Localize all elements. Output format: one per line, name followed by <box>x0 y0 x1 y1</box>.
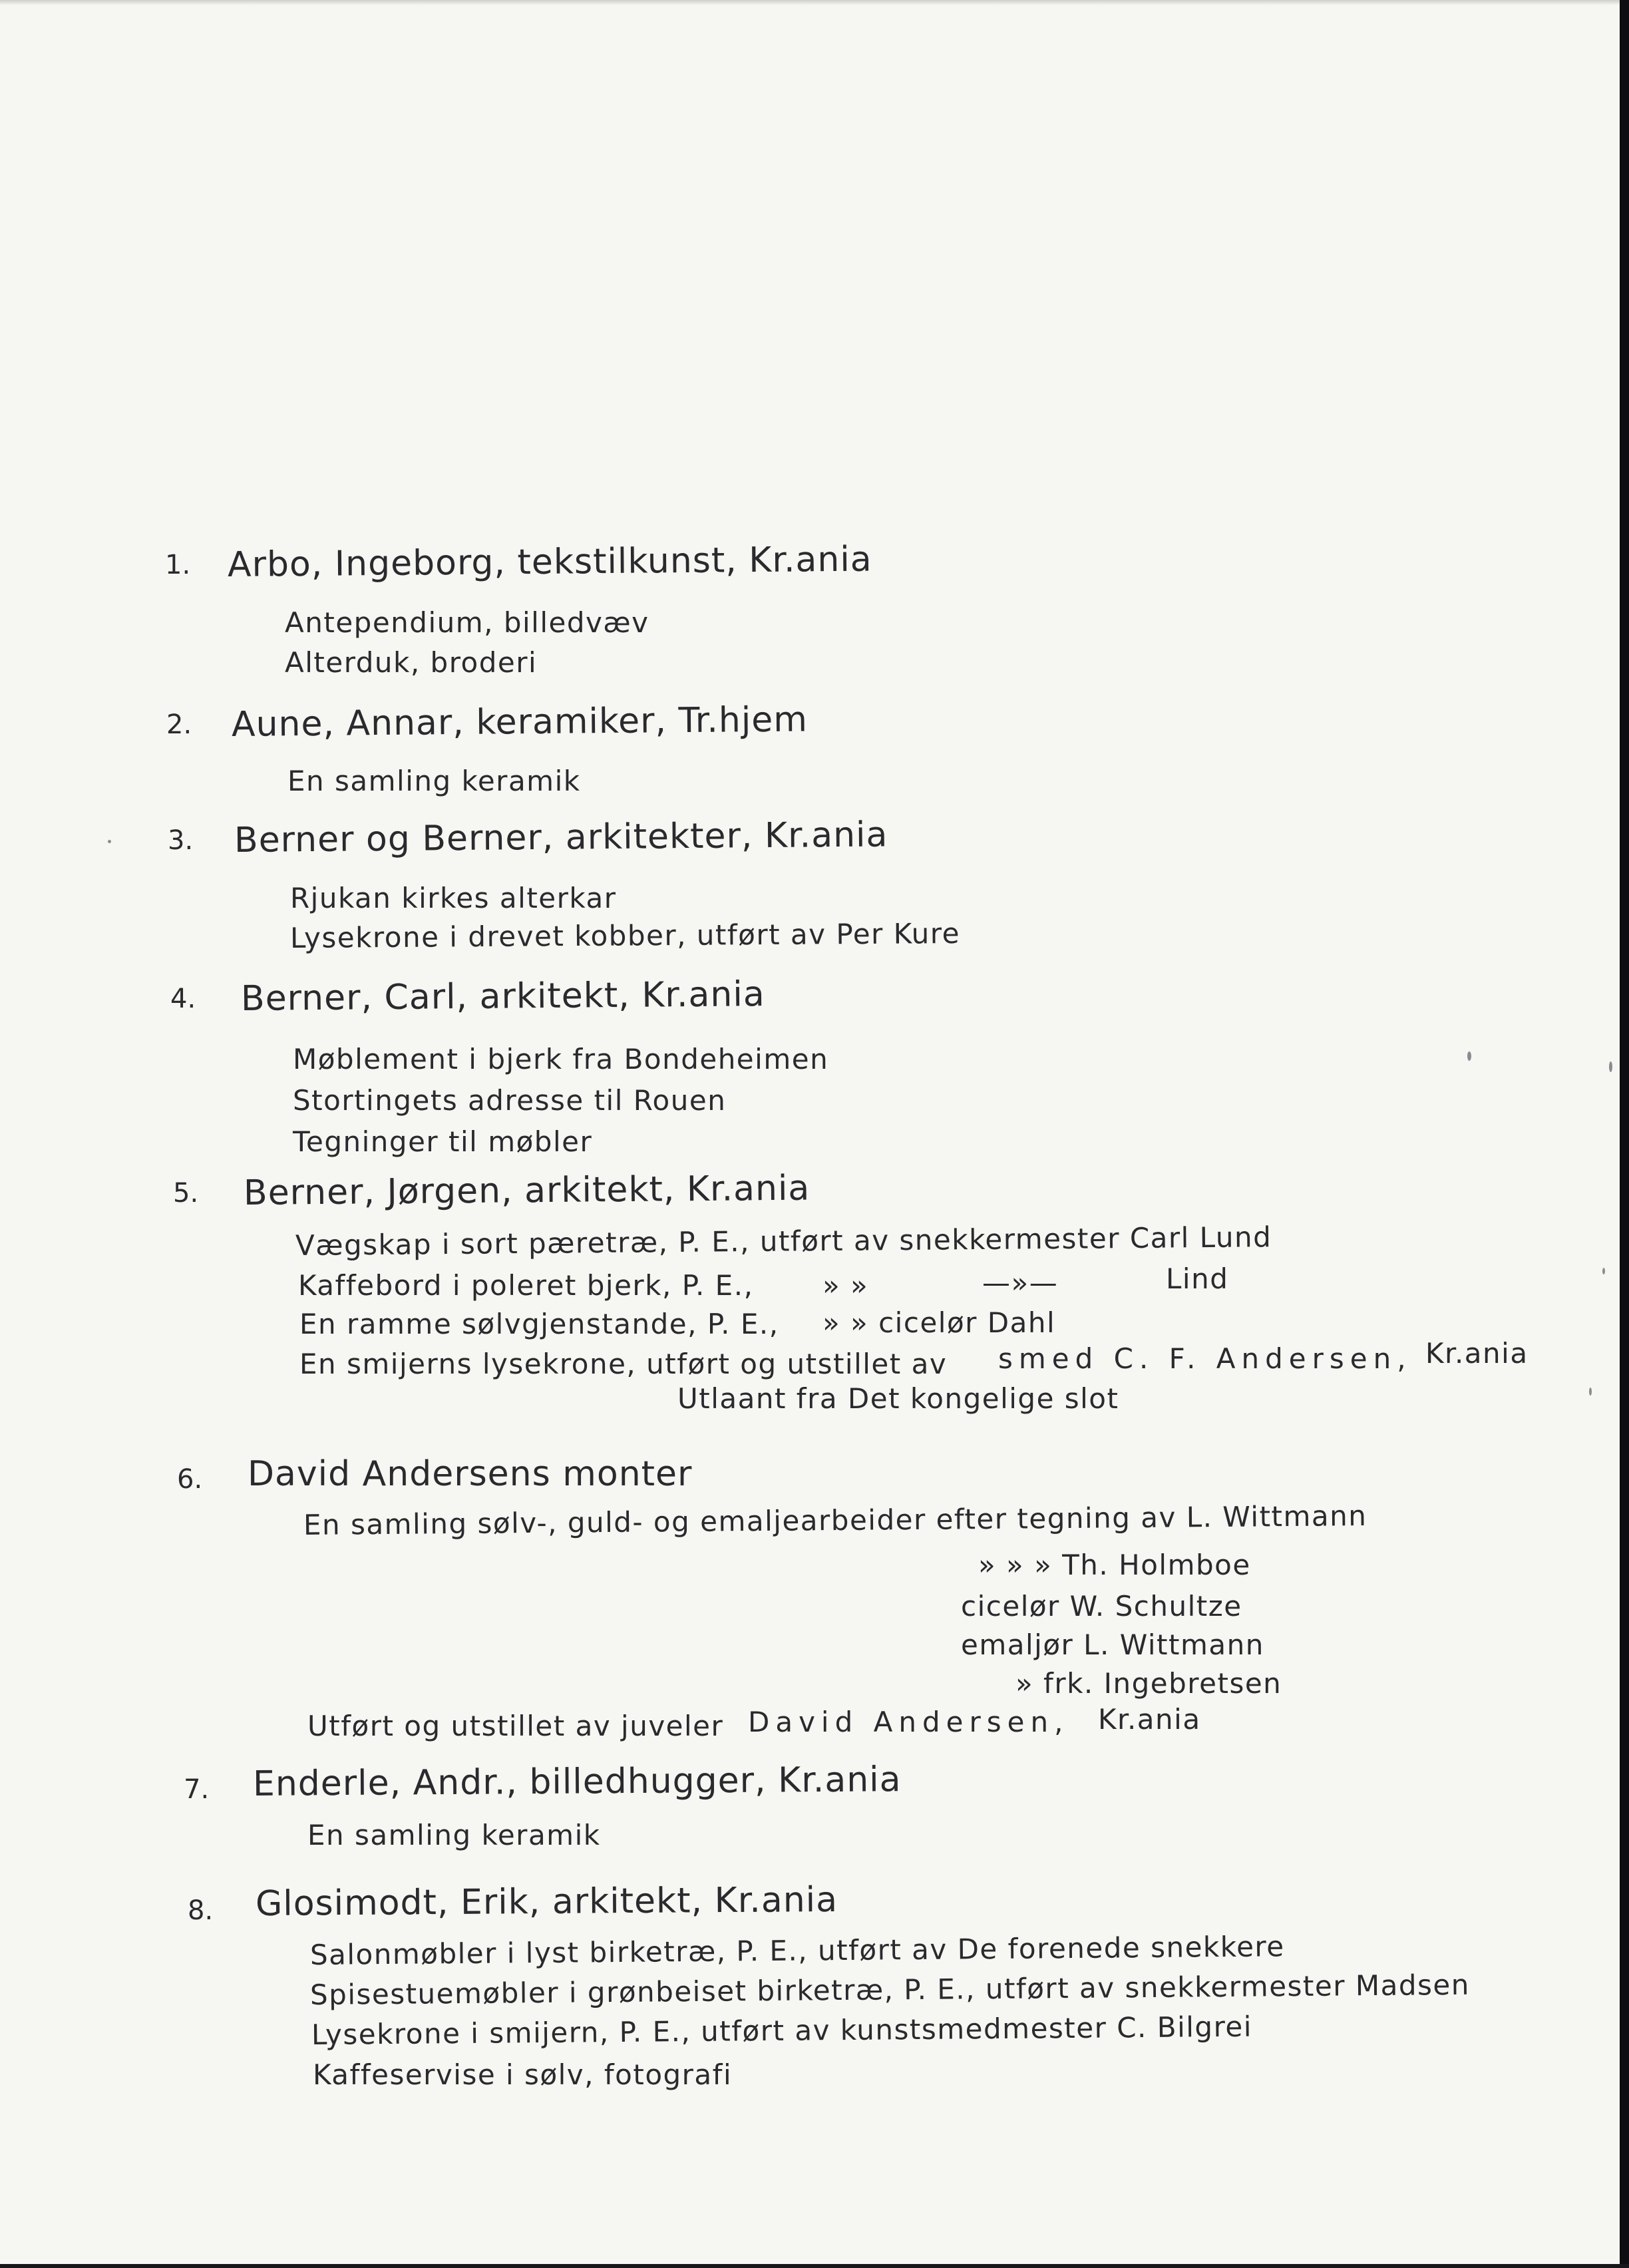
exhibitor-heading: Berner, Jørgen, arkitekt, Kr.ania <box>243 1168 811 1213</box>
entry-number: 6. <box>177 1464 203 1495</box>
entry-number: 2. <box>166 709 192 740</box>
exhibitor-heading: Arbo, Ingeborg, tekstilkunst, Kr.ania <box>227 539 872 585</box>
exhibit-item: En samling keramik <box>307 1819 601 1851</box>
entry-6 <box>0 1453 1629 1742</box>
paper-speck <box>1589 1388 1592 1396</box>
exhibit-item: Spisestuemøbler i grønbeiset birketræ, P. E., utført av snekkermester Madsen <box>309 1968 1471 2011</box>
exhibit-maker: Lind <box>1166 1262 1229 1295</box>
entry-4 <box>0 974 1629 1158</box>
paper-speck <box>1609 1061 1612 1072</box>
exhibit-item: En ramme sølvgjenstande, P. E., <box>299 1308 779 1340</box>
exhibit-item: Alterduk, broderi <box>285 646 538 679</box>
exhibit-item: Lysekrone i smijern, P. E., utført av kunstsmedmester C. Bilgrei <box>311 2010 1253 2051</box>
exhibit-item: Antependium, billedvæv <box>285 606 649 639</box>
entry-number: 4. <box>170 984 196 1014</box>
exhibit-maker: smed C. F. Andersen, <box>998 1342 1412 1375</box>
exhibitor-heading: Glosimodt, Erik, arkitekt, Kr.ania <box>255 1879 838 1924</box>
exhibit-item: Utført og utstillet av juveler <box>307 1710 724 1742</box>
entry-number: 7. <box>184 1774 210 1805</box>
entry-7 <box>0 1760 1629 1851</box>
exhibit-maker: David Andersen, <box>748 1706 1069 1738</box>
exhibitor-heading: Berner, Carl, arkitekt, Kr.ania <box>240 974 765 1019</box>
exhibit-city: Kr.ania <box>1098 1703 1201 1736</box>
exhibit-loan-note: Utlaant fra Det kongelige slot <box>677 1382 1119 1415</box>
exhibit-craftsman: emaljør L. Wittmann <box>961 1628 1264 1661</box>
exhibit-craftsman: » frk. Ingebretsen <box>1015 1667 1282 1700</box>
exhibit-craftsman: cicelør W. Schultze <box>961 1590 1242 1622</box>
entry-number: 1. <box>165 550 191 580</box>
entry-3 <box>0 815 1629 954</box>
exhibitor-heading: David Andersens monter <box>248 1454 693 1494</box>
entry-5 <box>0 1168 1629 1415</box>
entry-8 <box>0 1879 1629 2091</box>
entry-2 <box>0 699 1629 797</box>
exhibit-item: Rjukan kirkes alterkar <box>290 882 617 914</box>
exhibit-item: Vægskap i sort pæretræ, P. E., utført av snekkermester Carl Lund <box>295 1221 1272 1262</box>
paper-speck <box>1602 1268 1605 1274</box>
exhibit-item: Kaffebord i poleret bjerk, P. E., <box>298 1269 754 1302</box>
exhibit-item: En samling sølv-, guld- og emaljearbeider efter tegning av L. Wittmann <box>303 1499 1367 1541</box>
exhibit-designer: » » » Th. Holmboe <box>978 1549 1251 1581</box>
exhibit-item: Tegninger til møbler <box>293 1125 593 1158</box>
paper-speck <box>108 840 111 843</box>
exhibit-item: En samling keramik <box>287 765 581 797</box>
entry-number: 8. <box>188 1895 214 1926</box>
exhibit-city: Kr.ania <box>1425 1337 1529 1370</box>
entry-number: 5. <box>173 1178 199 1209</box>
entry-1 <box>0 539 1629 679</box>
paper-speck <box>1467 1051 1471 1061</box>
scan-bottom-edge <box>0 2264 1629 2268</box>
exhibit-item: En smijerns lysekrone, utført og utstillet av <box>299 1348 948 1380</box>
entry-number: 3. <box>168 825 194 856</box>
ditto-marks: » » <box>822 1269 869 1302</box>
exhibit-item: Stortingets adresse til Rouen <box>293 1084 727 1117</box>
scan-right-edge <box>1620 0 1629 2268</box>
exhibit-item: Lysekrone i drevet kobber, utført av Per Kure <box>289 916 961 954</box>
exhibitor-heading: Berner og Berner, arkitekter, Kr.ania <box>234 815 888 860</box>
exhibit-item: Kaffeservise i sølv, fotografi <box>313 2058 733 2091</box>
exhibit-maker: » » cicelør Dahl <box>822 1306 1056 1339</box>
ditto-marks: —»— <box>982 1266 1059 1299</box>
exhibit-item: Salonmøbler i lyst birketræ, P. E., utført av De forenede snekkere <box>309 1930 1285 1971</box>
exhibit-item: Møblement i bjerk fra Bondeheimen <box>293 1043 829 1075</box>
scan-top-edge <box>0 0 1629 5</box>
exhibitor-heading: Enderle, Andr., billedhugger, Kr.ania <box>252 1760 902 1804</box>
exhibitor-heading: Aune, Annar, keramiker, Tr.hjem <box>231 699 809 745</box>
